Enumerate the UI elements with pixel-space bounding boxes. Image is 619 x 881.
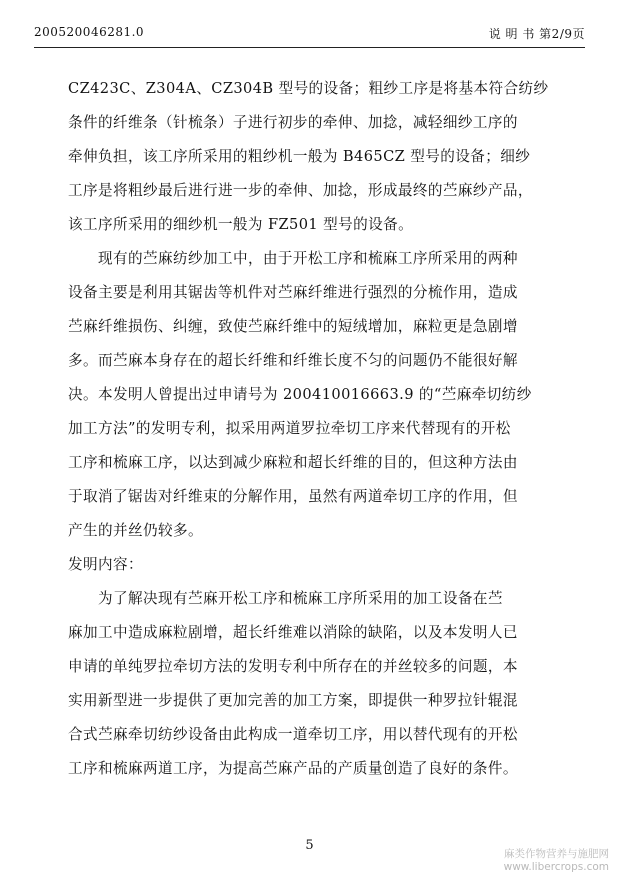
paragraph-2	[68, 242, 588, 548]
text-line: 申请的单纯罗拉牵切方法的发明专利中所存在的并丝较多的问题，本	[68, 658, 518, 675]
text-line: 多。而苎麻本身存在的超长纤维和纤维长度不匀的问题仍不能很好解	[68, 352, 518, 369]
text-line: 苎麻纤维损伤、纠缠，致使苎麻纤维中的短绒增加，麻粒更是急剧增	[68, 318, 518, 335]
text-line: 实用新型进一步提供了更加完善的加工方案，即提供一种罗拉针辊混	[68, 692, 518, 709]
paragraph-3	[68, 582, 588, 786]
text-line: 决。本发明人曾提出过申请号为 200410016663.9 的“苎麻牵切纺纱	[68, 386, 532, 403]
text-line: 合式苎麻牵切纺纱设备由此构成一道牵切工序，用以替代现有的开松	[68, 726, 518, 743]
text-line: 设备主要是利用其锯齿等机件对苎麻纤维进行强烈的分梳作用，造成	[68, 284, 518, 301]
header-rule	[34, 47, 585, 48]
text-line: CZ423C、Z304A、CZ304B 型号的设备；粗纱工序是将基本符合纺纱	[68, 80, 549, 97]
section-heading: 发明内容：	[68, 556, 143, 573]
watermark-line-1: 麻类作物营养与施肥网	[504, 848, 609, 860]
text-line: 加工方法”的发明专利，拟采用两道罗拉牵切工序来代替现有的开松	[68, 420, 511, 437]
text-line: 产生的并丝仍较多。	[68, 522, 203, 539]
page-header	[34, 22, 585, 42]
page-number: 5	[305, 838, 314, 853]
watermark	[504, 848, 609, 874]
document-body	[68, 72, 588, 786]
paragraph-1	[68, 72, 588, 242]
text-line: 现有的苎麻纺纱加工中，由于开松工序和梳麻工序所采用的两种	[98, 250, 518, 267]
text-line: 牵伸负担，该工序所采用的粗纱机一般为 B465CZ 型号的设备；细纱	[68, 148, 531, 165]
header-title-page: 说 明 书 第2/9页	[488, 27, 585, 41]
watermark-line-2: www.libercrops.com	[503, 861, 609, 873]
text-line: 该工序所采用的细纱机一般为 FZ501 型号的设备。	[68, 216, 414, 233]
text-line: 工序和梳麻工序，以达到减少麻粒和超长纤维的目的，但这种方法由	[68, 454, 518, 471]
text-line: 工序和梳麻两道工序，为提高苎麻产品的产质量创造了良好的条件。	[68, 760, 518, 777]
text-line: 麻加工中造成麻粒剧增，超长纤维难以消除的缺陷，以及本发明人已	[68, 624, 518, 641]
text-line: 工序是将粗纱最后进行进一步的牵伸、加捻，形成最终的苎麻纱产品，	[68, 182, 533, 199]
document-number: 200520046281.0	[34, 25, 145, 39]
text-line: 于取消了锯齿对纤维束的分解作用，虽然有两道牵切工序的作用，但	[68, 488, 518, 505]
text-line: 为了解决现有苎麻开松工序和梳麻工序所采用的加工设备在苎	[98, 590, 503, 607]
text-line: 条件的纤维条（针梳条）子进行初步的牵伸、加捻，减轻细纱工序的	[68, 114, 518, 131]
